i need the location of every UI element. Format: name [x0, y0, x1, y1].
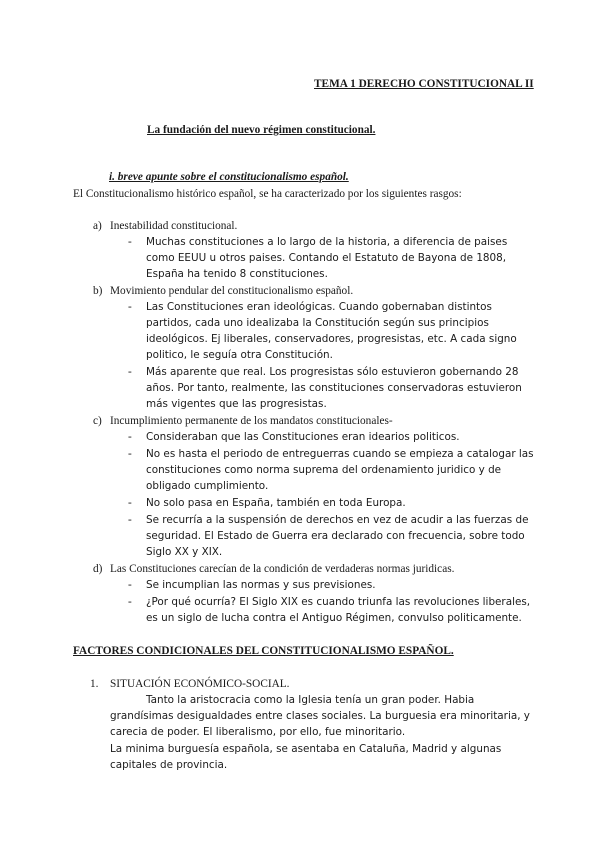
- bullet-line: años. Por tanto, realmente, las constituciones conservadoras estuvieron: [146, 382, 522, 394]
- dash-bullet: -: [128, 596, 132, 608]
- rasgo-label: Inestabilidad constitucional.: [110, 220, 238, 232]
- page-title: La fundación del nuevo régimen constitucional.: [147, 124, 376, 136]
- rasgo-label: Movimiento pendular del constitucionalismo español.: [110, 285, 354, 297]
- paragraph-line: capitales de provincia.: [110, 759, 228, 771]
- intro-paragraph: El Constitucionalismo histórico español, se ha caracterizado por los siguientes rasgos:: [73, 188, 462, 200]
- paragraph-line: Tanto la aristocracia como la Iglesia tenía un gran poder. Habia: [146, 694, 475, 706]
- bullet-line: Consideraban que las Constituciones eran idearios politicos.: [146, 431, 460, 443]
- bullet-line: No solo pasa en España, también en toda Europa.: [146, 497, 406, 509]
- bullet-line: seguridad. El Estado de Guerra era declarado con frecuencia, sobre todo: [146, 530, 525, 542]
- bullet-line: ideológicos. Ej liberales, conservadores, progresistas, etc. A cada signo: [146, 333, 517, 345]
- bullet-line: Más aparente que real. Los progresistas sólo estuvieron gobernando 28: [146, 366, 519, 378]
- factores-heading: FACTORES CONDICIONALES DEL CONSTITUCIONALISMO ESPAÑOL.: [73, 645, 454, 657]
- list-marker: a): [93, 220, 102, 232]
- bullet-line: Se recurría a la suspensión de derechos en vez de acudir a las fuerzas de: [146, 514, 529, 526]
- dash-bullet: -: [128, 579, 132, 591]
- bullet-line: obligado cumplimiento.: [146, 480, 269, 492]
- bullet-line: España ha tenido 8 constituciones.: [146, 268, 328, 280]
- dash-bullet: -: [128, 448, 132, 460]
- bullet-line: más vigentes que las progresistas.: [146, 398, 327, 410]
- bullet-line: ¿Por qué ocurría? El Siglo XIX es cuando triunfa las revoluciones liberales,: [146, 596, 531, 608]
- list-marker: b): [93, 285, 103, 297]
- bullet-line: partidos, cada uno idealizaba la Constitución según sus principios: [146, 317, 489, 329]
- bullet-line: constituciones como norma suprema del ordenamiento juridico y de: [146, 464, 502, 476]
- factor-label: SITUACIÓN ECONÓMICO-SOCIAL.: [110, 678, 290, 690]
- bullet-line: politico, le seguía otra Constitución.: [146, 349, 333, 361]
- dash-bullet: -: [128, 497, 132, 509]
- list-marker: d): [93, 563, 103, 575]
- document-header: TEMA 1 DERECHO CONSTITUCIONAL II: [314, 78, 534, 90]
- bullet-line: No es hasta el periodo de entreguerras cuando se empieza a catalogar las: [146, 448, 534, 460]
- bullet-line: como EEUU u otros paises. Contando el Estatuto de Bayona de 1808,: [146, 252, 507, 264]
- paragraph-line: La minima burguesía española, se asentaba en Cataluña, Madrid y algunas: [110, 743, 502, 755]
- bullet-line: Se incumplian las normas y sus previsiones.: [146, 579, 376, 591]
- rasgo-label: Las Constituciones carecían de la condición de verdaderas normas juridicas.: [110, 563, 455, 575]
- list-marker: c): [93, 415, 102, 427]
- bullet-line: Las Constituciones eran ideológicas. Cuando gobernaban distintos: [146, 301, 492, 313]
- dash-bullet: -: [128, 431, 132, 443]
- dash-bullet: -: [128, 514, 132, 526]
- dash-bullet: -: [128, 301, 132, 313]
- bullet-line: Muchas constituciones a lo largo de la historia, a diferencia de paises: [146, 236, 508, 248]
- paragraph-line: grandísimas desigualdades entre clases sociales. La burguesia era minoritaria, y: [110, 710, 530, 722]
- paragraph-line: carecia de poder. El liberalismo, por ello, fue minoritario.: [110, 726, 406, 738]
- list-marker: 1.: [90, 678, 99, 690]
- subsection-heading: i. breve apunte sobre el constitucionalismo español.: [109, 171, 349, 183]
- dash-bullet: -: [128, 366, 132, 378]
- dash-bullet: -: [128, 236, 132, 248]
- rasgo-label: Incumplimiento permanente de los mandatos constitucionales-: [110, 415, 393, 427]
- bullet-line: Siglo XX y XIX.: [146, 546, 223, 558]
- bullet-line: es un siglo de lucha contra el Antiguo Régimen, convulso politicamente.: [146, 612, 522, 624]
